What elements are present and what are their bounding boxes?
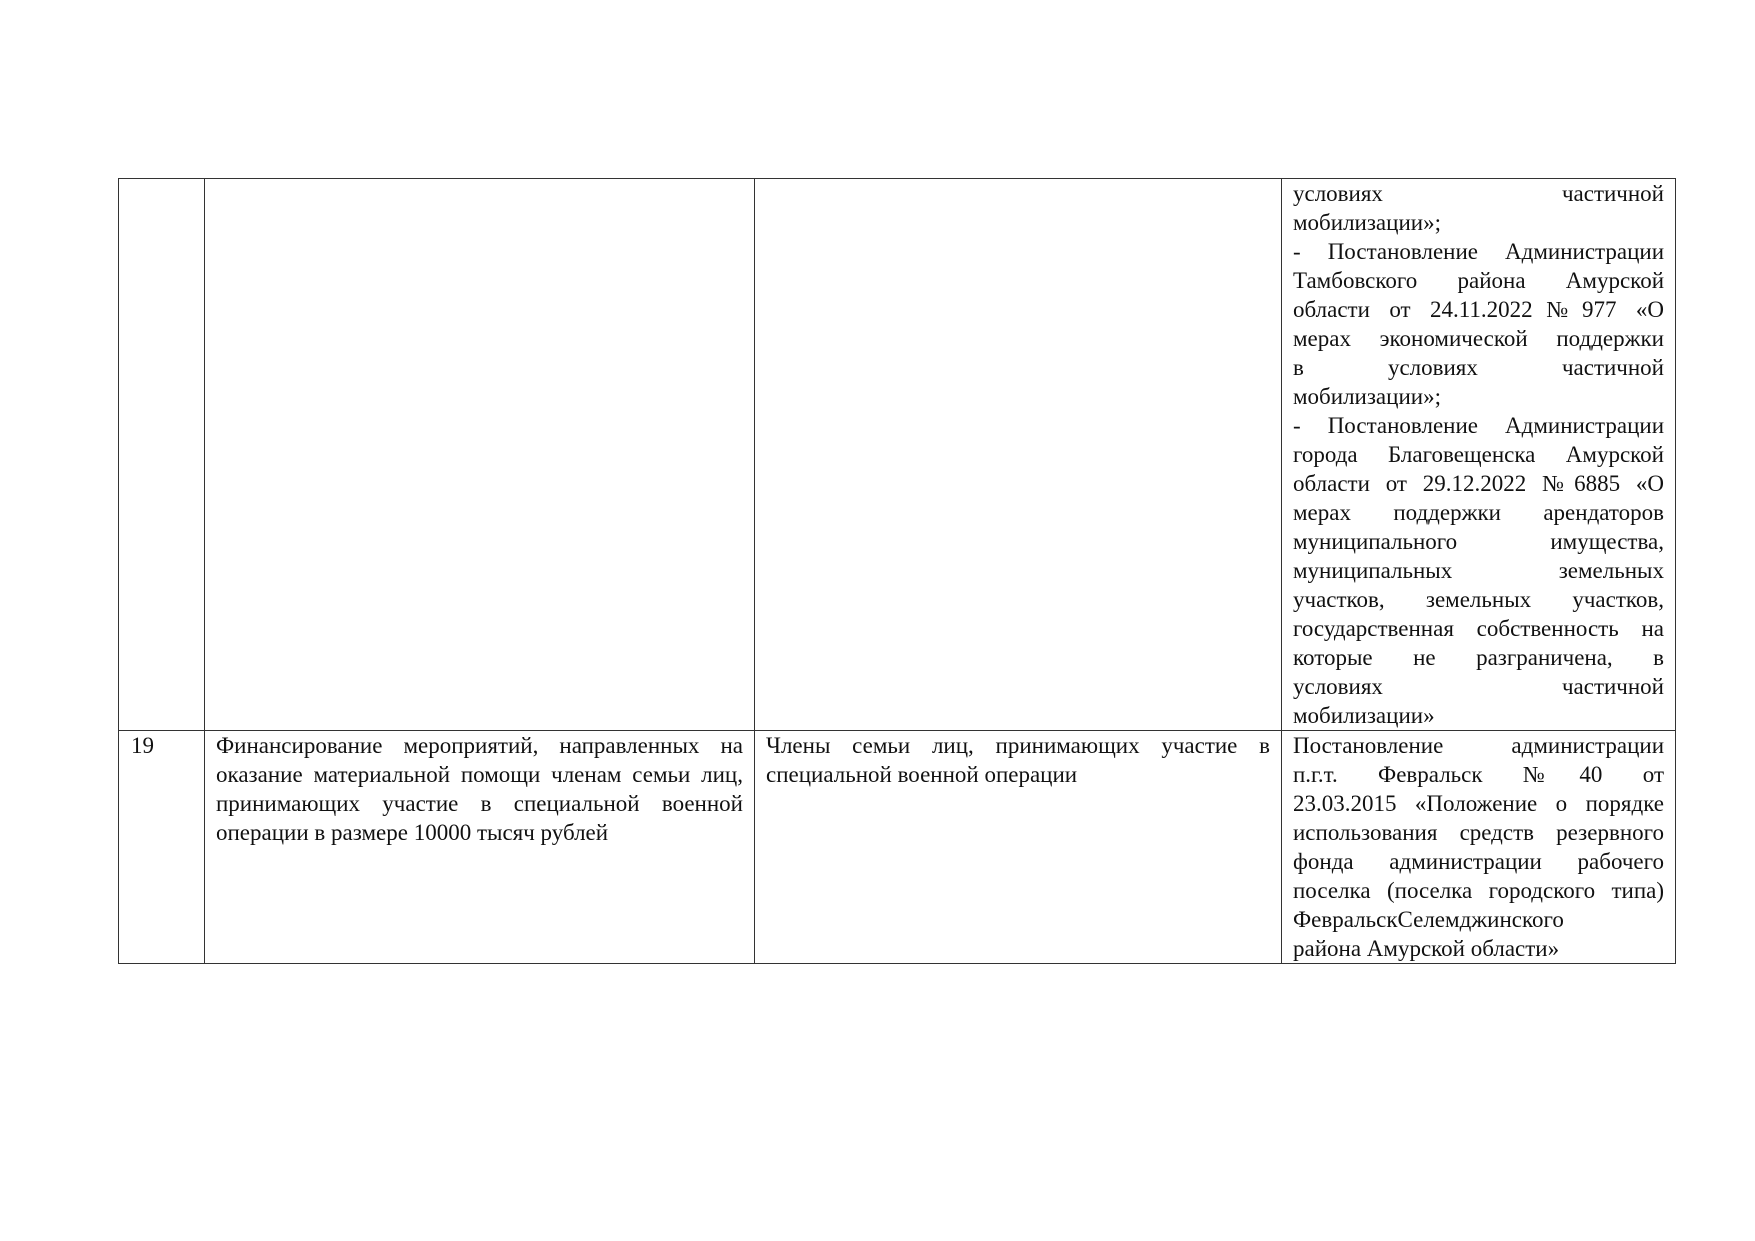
measure-cell (205, 731, 755, 964)
recipients-text: Члены семьи лиц, принимающих участие в специальной военной операции (766, 733, 1270, 787)
row-number-cell (119, 731, 205, 964)
basis-line: мерах поддержки арендаторов (1293, 500, 1664, 525)
basis-line: использования средств резервного (1293, 820, 1664, 845)
basis-line: мобилизации»; (1293, 210, 1441, 235)
basis-cell (1282, 731, 1676, 964)
basis-line: города Благовещенска Амурской (1293, 442, 1664, 467)
recipients-cell (755, 731, 1282, 964)
basis-line: поселка (поселка городского типа) (1293, 878, 1664, 903)
basis-line: условиях частичной (1293, 181, 1664, 206)
basis-line: мобилизации»; (1293, 384, 1441, 409)
basis-line: муниципальных земельных (1293, 558, 1664, 583)
basis-line: условиях частичной (1293, 674, 1664, 699)
basis-text (1293, 731, 1664, 963)
basis-line: Постановление администрации (1293, 733, 1664, 758)
basis-line: 23.03.2015 «Положение о порядке (1293, 791, 1664, 816)
basis-line: которые не разграничена, в (1293, 645, 1664, 670)
basis-line: муниципального имущества, (1293, 529, 1664, 554)
basis-line: мерах экономической поддержки (1293, 326, 1664, 351)
basis-line: фонда администрации рабочего (1293, 849, 1664, 874)
basis-line: района Амурской области» (1293, 936, 1560, 961)
basis-line: - Постановление Администрации (1293, 413, 1664, 438)
recipients-cell (755, 179, 1282, 731)
document-table (118, 178, 1676, 964)
basis-line: Тамбовского района Амурской (1293, 268, 1664, 293)
basis-line: участков, земельных участков, (1293, 587, 1664, 612)
basis-line: в условиях частичной (1293, 355, 1664, 380)
basis-line: - Постановление Администрации (1293, 239, 1664, 264)
basis-line: области от 29.12.2022 №6885 «О (1293, 471, 1664, 496)
measure-text: Финансирование мероприятий, направленных на оказание материальной помощи членам семьи лиц, принимающих участие в специальной военной операции в размере 10000 тысяч рублей (216, 733, 743, 845)
basis-line: п.г.т. Февральск №40 от (1293, 762, 1664, 787)
basis-line: государственная собственность на (1293, 616, 1664, 641)
basis-text (1293, 179, 1664, 730)
basis-line: области от 24.11.2022№977 «О (1293, 297, 1664, 322)
table-row (119, 179, 1676, 731)
row-number: 19 (131, 733, 154, 758)
basis-cell (1282, 179, 1676, 731)
basis-line: ФевральскСелемджинского (1293, 907, 1564, 932)
table-row (119, 731, 1676, 964)
basis-line: мобилизации» (1293, 703, 1435, 728)
measure-cell (205, 179, 755, 731)
row-number-cell (119, 179, 205, 731)
